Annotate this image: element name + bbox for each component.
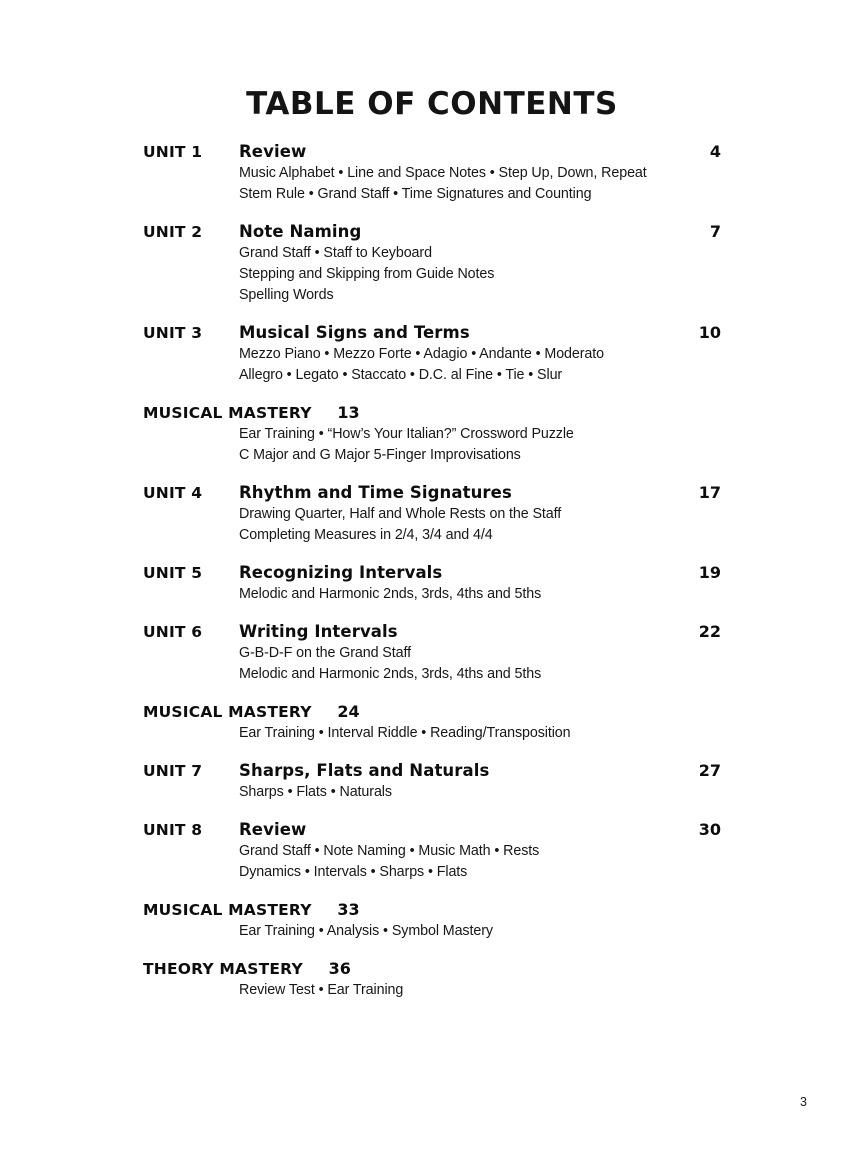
- toc-entry-topic-line: Review Test • Ear Training: [239, 982, 404, 998]
- toc-entry-header: [143, 761, 721, 780]
- toc-entry[interactable]: [143, 483, 721, 546]
- toc-entry-header: [143, 403, 721, 422]
- toc-entry-topic-line: Ear Training • Analysis • Symbol Mastery: [239, 923, 493, 939]
- toc-entry-page-number: 33: [337, 900, 360, 919]
- toc-entry-topic-line: Stepping and Skipping from Guide Notes: [239, 266, 495, 282]
- toc-entry-title: Rhythm and Time Signatures: [239, 483, 512, 502]
- toc-entry-header: [143, 820, 721, 839]
- toc-unit-label: UNIT 6: [143, 623, 203, 641]
- toc-entry-page-number: 4: [709, 142, 721, 161]
- toc-entry-header: [143, 483, 721, 502]
- toc-entry-topic-line: Ear Training • Interval Riddle • Reading/Transposition: [239, 725, 571, 741]
- toc-entry-topics: [239, 504, 721, 546]
- page-folio-number: 3: [800, 1095, 807, 1109]
- toc-entry-title: Recognizing Intervals: [239, 563, 443, 582]
- toc-entry-topics: [239, 424, 721, 466]
- toc-entry[interactable]: [143, 622, 721, 685]
- toc-unit-label: UNIT 1: [143, 143, 203, 161]
- toc-entry-topic-line: Grand Staff • Staff to Keyboard: [239, 245, 432, 261]
- toc-entry-header: [143, 900, 721, 919]
- toc-entry-list: [143, 142, 721, 1018]
- toc-entry-title: Note Naming: [239, 222, 362, 241]
- toc-entry[interactable]: [143, 403, 721, 466]
- toc-entry-topic-line: Allegro • Legato • Staccato • D.C. al Fine • Tie • Slur: [239, 367, 563, 383]
- toc-entry-topic-line: G-B-D-F on the Grand Staff: [239, 645, 411, 661]
- toc-entry-topic-line: Drawing Quarter, Half and Whole Rests on the Staff: [239, 506, 562, 522]
- toc-entry-topic-line: Melodic and Harmonic 2nds, 3rds, 4ths and 5ths: [239, 586, 542, 602]
- toc-entry-topics: [239, 344, 721, 386]
- toc-entry-topic-line: Mezzo Piano • Mezzo Forte • Adagio • Andante • Moderato: [239, 346, 604, 362]
- toc-entry-header: [143, 323, 721, 342]
- toc-entry-title: Review: [239, 142, 307, 161]
- toc-entry[interactable]: [143, 323, 721, 386]
- toc-entry-page-number: 27: [698, 761, 721, 780]
- toc-entry-topic-line: Grand Staff • Note Naming • Music Math • Rests: [239, 843, 540, 859]
- toc-entry-topics: [239, 163, 721, 205]
- toc-entry-topics: [239, 723, 721, 744]
- toc-section-label: THEORY MASTERY: [143, 960, 303, 978]
- toc-entry-page-number: 13: [337, 403, 360, 422]
- toc-entry-topic-line: Melodic and Harmonic 2nds, 3rds, 4ths and 5ths: [239, 666, 542, 682]
- toc-entry-topics: [239, 782, 721, 803]
- toc-entry-header: [143, 222, 721, 241]
- toc-entry[interactable]: [143, 761, 721, 803]
- toc-entry-topic-line: Completing Measures in 2/4, 3/4 and 4/4: [239, 527, 493, 543]
- toc-entry-topic-line: Music Alphabet • Line and Space Notes • Step Up, Down, Repeat: [239, 165, 647, 181]
- toc-entry-title: Musical Signs and Terms: [239, 323, 470, 342]
- toc-entry-topic-line: Ear Training • “How’s Your Italian?” Crossword Puzzle: [239, 426, 574, 442]
- toc-entry-page-number: 19: [698, 563, 721, 582]
- toc-entry-title: Sharps, Flats and Naturals: [239, 761, 490, 780]
- toc-entry[interactable]: [143, 820, 721, 883]
- page-title: TABLE OF CONTENTS: [246, 86, 618, 122]
- toc-section-label: MUSICAL MASTERY: [143, 901, 312, 919]
- toc-entry-topics: [239, 243, 721, 306]
- toc-entry-topic-line: Spelling Words: [239, 287, 334, 303]
- toc-unit-label: UNIT 3: [143, 324, 203, 342]
- toc-entry[interactable]: [143, 900, 721, 942]
- toc-entry[interactable]: [143, 702, 721, 744]
- toc-unit-label: UNIT 7: [143, 762, 203, 780]
- toc-entry-header: [143, 622, 721, 641]
- toc-entry-header: [143, 142, 721, 161]
- toc-unit-label: UNIT 2: [143, 223, 203, 241]
- toc-unit-label: UNIT 8: [143, 821, 203, 839]
- toc-entry-header: [143, 563, 721, 582]
- toc-unit-label: UNIT 4: [143, 484, 203, 502]
- toc-entry-topic-line: C Major and G Major 5-Finger Improvisations: [239, 447, 521, 463]
- toc-entry-header: [143, 959, 721, 978]
- toc-entry-topics: [239, 841, 721, 883]
- toc-entry-topics: [239, 643, 721, 685]
- toc-entry[interactable]: [143, 142, 721, 205]
- toc-entry[interactable]: [143, 563, 721, 605]
- toc-entry[interactable]: [143, 959, 721, 1001]
- toc-entry-page-number: 17: [698, 483, 721, 502]
- toc-entry-page-number: 24: [337, 702, 360, 721]
- toc-entry-page-number: 36: [328, 959, 351, 978]
- toc-entry-title: Writing Intervals: [239, 622, 398, 641]
- toc-section-label: MUSICAL MASTERY: [143, 703, 312, 721]
- toc-entry-page-number: 7: [709, 222, 721, 241]
- toc-unit-label: UNIT 5: [143, 564, 203, 582]
- toc-entry-topics: [239, 584, 721, 605]
- toc-entry-topics: [239, 921, 721, 942]
- toc-entry-topics: [239, 980, 721, 1001]
- toc-entry-topic-line: Sharps • Flats • Naturals: [239, 784, 392, 800]
- toc-section-label: MUSICAL MASTERY: [143, 404, 312, 422]
- toc-entry-topic-line: Dynamics • Intervals • Sharps • Flats: [239, 864, 468, 880]
- toc-entry-page-number: 10: [698, 323, 721, 342]
- toc-entry-page-number: 30: [698, 820, 721, 839]
- toc-entry-header: [143, 702, 721, 721]
- toc-entry-title: Review: [239, 820, 307, 839]
- toc-entry[interactable]: [143, 222, 721, 306]
- toc-entry-topic-line: Stem Rule • Grand Staff • Time Signatures and Counting: [239, 186, 592, 202]
- toc-entry-page-number: 22: [698, 622, 721, 641]
